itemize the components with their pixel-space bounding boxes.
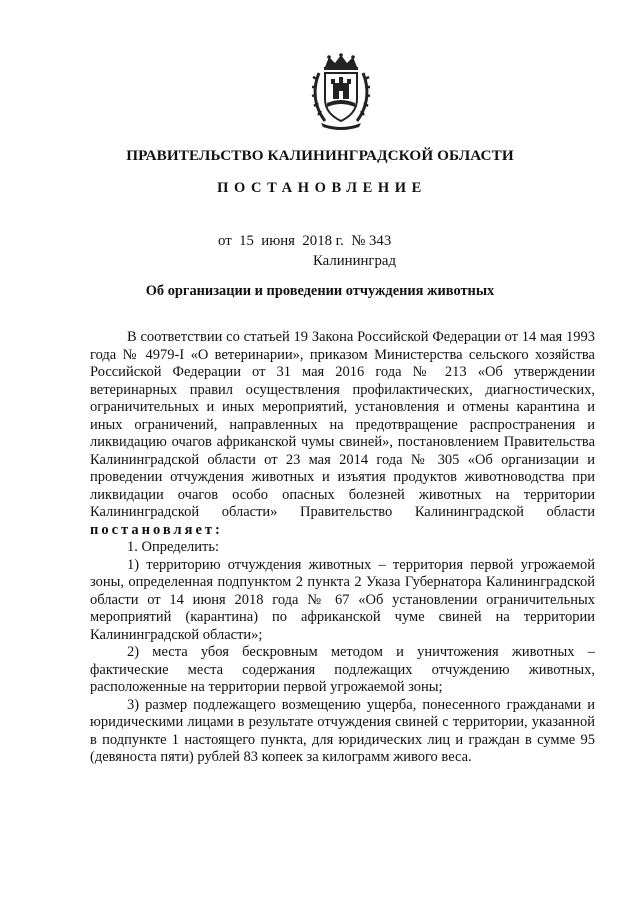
date-month: июня <box>261 233 295 249</box>
item-1-subitem-2: 2) места убоя бескровным методом и уничтожения животных – фактические места содержания подлежащих отчуждению животных, расположенные на территории первой угрожаемой зоны; <box>90 644 595 695</box>
coat-of-arms-emblem <box>311 53 371 131</box>
city-name: Калининград <box>313 253 396 269</box>
document-body <box>90 329 595 767</box>
date-prefix: от <box>218 233 232 249</box>
document-type: ПОСТАНОВЛЕНИЕ <box>217 180 427 196</box>
date-day: 15 <box>239 233 254 249</box>
government-name: ПРАВИТЕЛЬСТВО КАЛИНИНГРАДСКОЙ ОБЛАСТИ <box>126 147 514 164</box>
item-1: 1. Определить: <box>127 539 220 555</box>
date-year: 2018 г. <box>302 233 344 249</box>
item-1-subitem-1: 1) территорию отчуждения животных – территория первой угрожаемой зоны, определенная подпунктом 2 пункта 2 Указа Губернатора Калининградской области от 14 июня 2018 года № 67 «Об установлении ограничительных мероприятий (карантина) по африканской чуме свиней на территории Калининградской области»; <box>90 556 595 643</box>
resolves-word: постановляет: <box>90 521 223 538</box>
preamble-paragraph <box>90 329 595 539</box>
document-number: № 343 <box>351 233 392 249</box>
preamble-text: В соответствии со статьей 19 Закона Российской Федерации от 14 мая 1993 года № 4979-I «О ветеринарии», приказом Министерства сельского хозяйства Российской Федерации от 31 мая 2016 года № 213 «Об утверждении ветеринарных правил осуществления профилактических, диагностических, ограничительных и иных мероприятий, установления и отмены карантина и иных ограничений, направленных на предотвращение распространения и ликвидацию очагов африканской чумы свиней», постановлением Правительства Калининградской области от 23 мая 2014 года № 305 «Об организации и проведении отчуждения животных и изъятия продуктов животноводства при ликвидации очагов особо опасных болезней животных на территории Калининградской области» Правительство Калининградской области <box>90 329 595 520</box>
document-subject: Об организации и проведении отчуждения животных <box>145 283 495 299</box>
date-line <box>218 233 391 250</box>
item-1-subitem-3: 3) размер подлежащего возмещению ущерба, понесенного гражданами и юридическими лицами в результате отчуждения свиней с территории, указанной в подпункте 1 настоящего пункта, для юридических лиц и граждан в сумме 95 (девяноста пяти) рублей 83 копеек за килограмм живого веса. <box>90 696 595 765</box>
